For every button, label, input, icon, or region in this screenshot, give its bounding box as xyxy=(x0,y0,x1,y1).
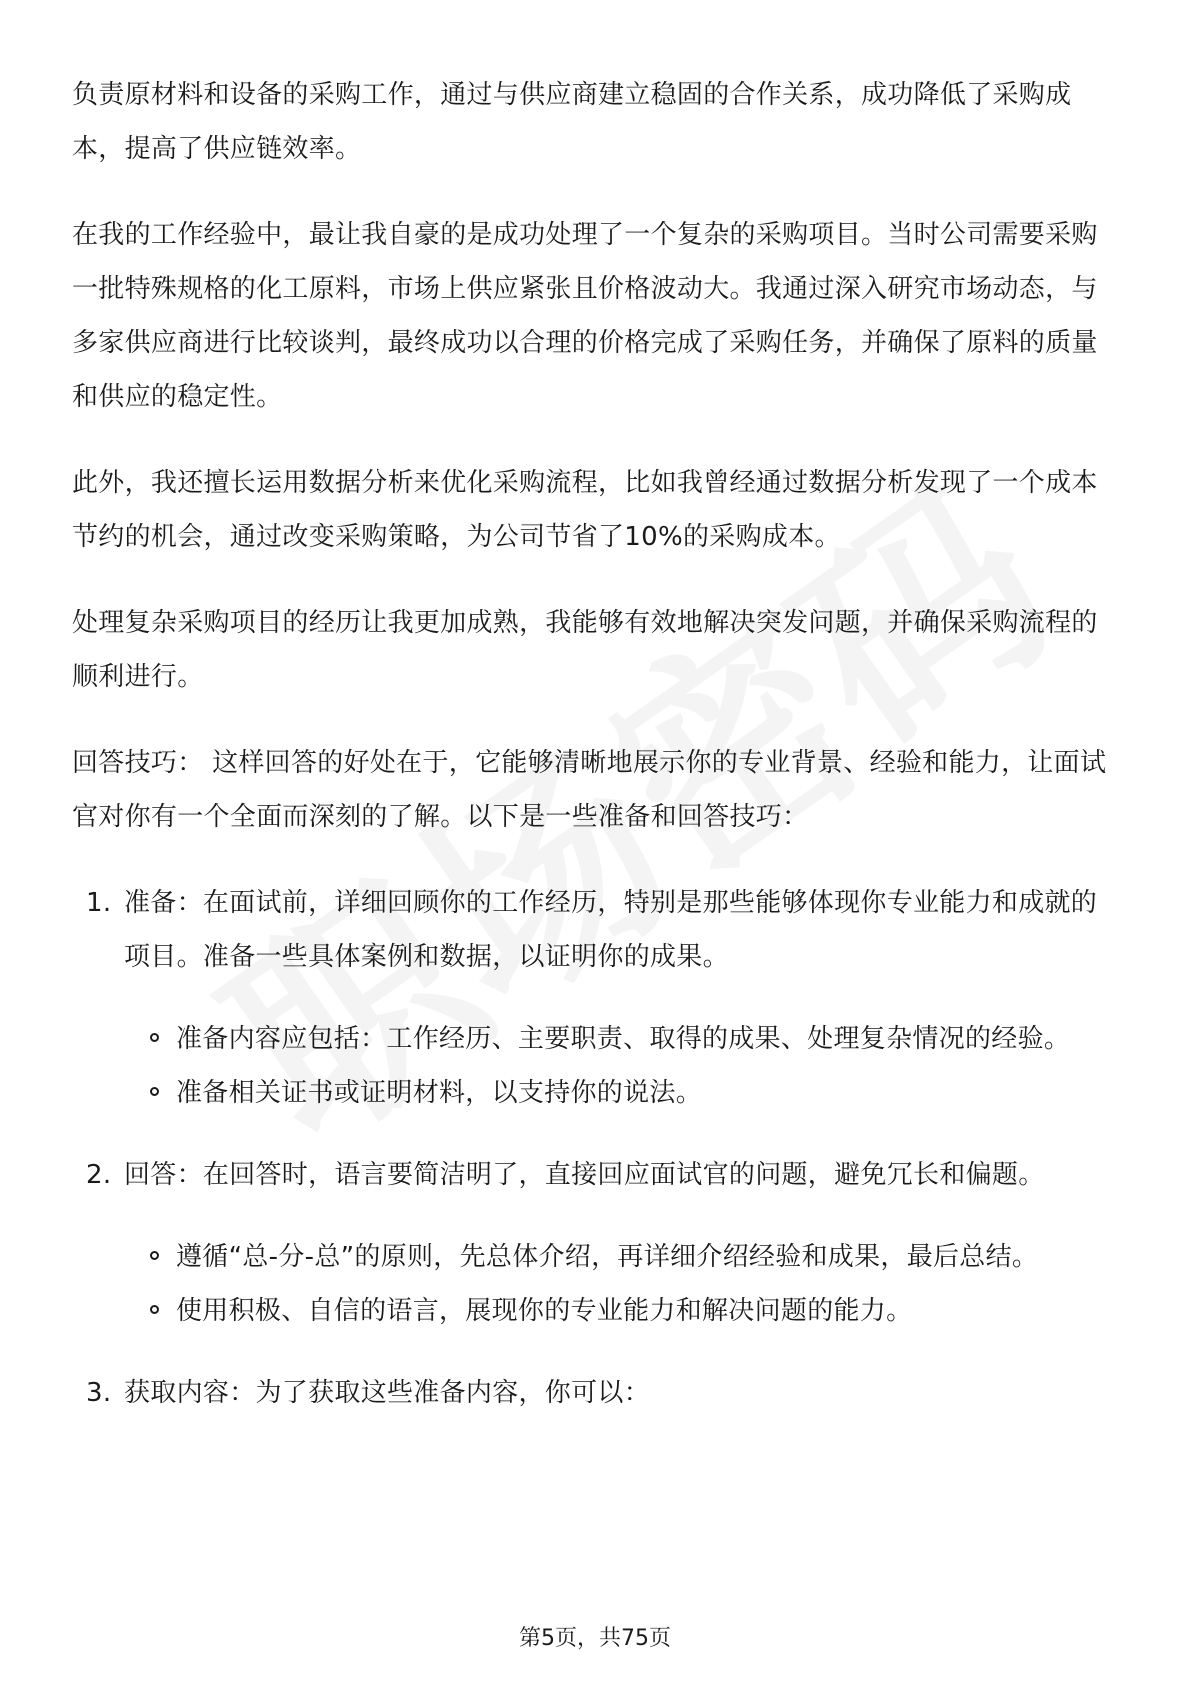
circle-bullet-icon xyxy=(150,1305,159,1314)
sub-list-item-text: 准备相关证书或证明材料，以支持你的说法。 xyxy=(176,1078,703,1108)
list-item-prepare xyxy=(72,876,1122,1120)
list-item-answer xyxy=(72,1148,1122,1338)
circle-bullet-icon xyxy=(150,1087,159,1096)
sub-list xyxy=(124,1012,1122,1120)
sub-list-item xyxy=(124,1066,1122,1120)
list-item-text: 准备：在面试前，详细回顾你的工作经历，特别是那些能够体现你专业能力和成就的项目。准备一些具体案例和数据，以证明你的成果。 xyxy=(124,888,1098,972)
sub-list xyxy=(124,1230,1122,1338)
sub-list-item-text: 使用积极、自信的语言，展现你的专业能力和解决问题的能力。 xyxy=(176,1296,913,1326)
page-number-footer: 第5页，共75页 xyxy=(519,1626,671,1651)
paragraph-data-analysis: 此外，我还擅长运用数据分析来优化采购流程，比如我曾经通过数据分析发现了一个成本节约的机会，通过改变采购策略，为公司节省了10%的采购成本。 xyxy=(72,468,1098,552)
list-number: 3. xyxy=(86,1378,112,1408)
sub-list-item xyxy=(124,1284,1122,1338)
paragraph-responsibility: 负责原材料和设备的采购工作，通过与供应商建立稳固的合作关系，成功降低了采购成本，提高了供应链效率。 xyxy=(72,80,1072,164)
list-number: 1. xyxy=(86,888,112,918)
list-number: 2. xyxy=(86,1160,112,1190)
list-item-text: 获取内容：为了获取这些准备内容，你可以： xyxy=(124,1378,651,1408)
sub-list-item-text: 准备内容应包括：工作经历、主要职责、取得的成果、处理复杂情况的经验。 xyxy=(176,1024,1071,1054)
paragraph-growth: 处理复杂采购项目的经历让我更加成熟，我能够有效地解决突发问题，并确保采购流程的顺利进行。 xyxy=(72,608,1098,692)
sub-list-item-text: 遵循“总-分-总”的原则，先总体介绍，再详细介绍经验和成果，最后总结。 xyxy=(176,1242,1039,1272)
paragraph-answer-tips: 回答技巧： 这样回答的好处在于，它能够清晰地展示你的专业背景、经验和能力，让面试官对你有一个全面而深刻的了解。以下是一些准备和回答技巧： xyxy=(72,748,1107,832)
circle-bullet-icon xyxy=(150,1251,159,1260)
tips-list xyxy=(72,876,1122,1420)
paragraph-experience: 在我的工作经验中，最让我自豪的是成功处理了一个复杂的采购项目。当时公司需要采购一批特殊规格的化工原料，市场上供应紧张且价格波动大。我通过深入研究市场动态，与多家供应商进行比较谈判，最终成功以合理的价格完成了采购任务，并确保了原料的质量和供应的稳定性。 xyxy=(72,220,1098,412)
sub-list-item xyxy=(124,1012,1122,1066)
list-item-text: 回答：在回答时，语言要简洁明了，直接回应面试官的问题，避免冗长和偏题。 xyxy=(124,1160,1045,1190)
sub-list-item xyxy=(124,1230,1122,1284)
circle-bullet-icon xyxy=(150,1033,159,1042)
document-body xyxy=(72,68,1122,1448)
list-item-get-content xyxy=(72,1366,1122,1420)
